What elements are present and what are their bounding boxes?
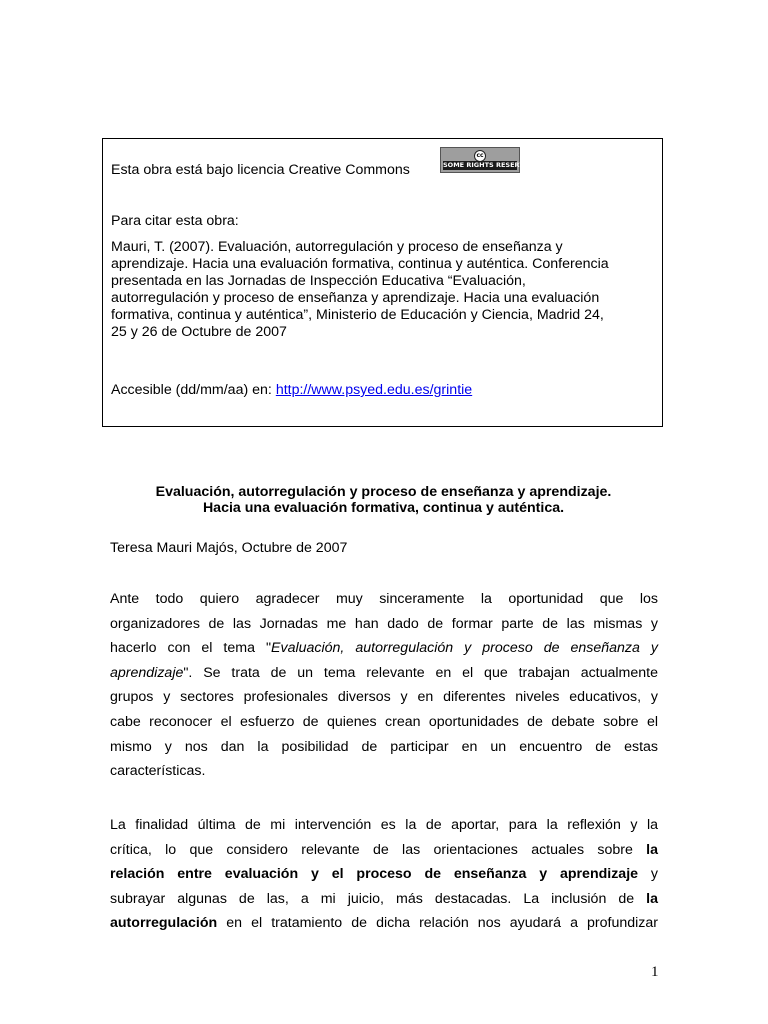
license-statement xyxy=(111,162,654,179)
document-title-line-1: Evaluación, autorregulación y proceso de enseñanza y aprendizaje. xyxy=(155,484,612,500)
text-run: crítica, lo que considero relevante de las orientaciones actuales sobre xyxy=(110,841,647,858)
text-run: y xyxy=(638,866,658,883)
text-run: ". Se trata de un tema relevante en el que trabajan actualmente xyxy=(183,664,658,681)
paragraph-line: organizadores de las Jornadas me han dado de formar parte de las mismas y xyxy=(110,615,658,632)
citation-line: presentada en las Jornadas de Inspección Educativa “Evaluación, xyxy=(111,273,526,289)
access-label: Accesible (dd/mm/aa) en: xyxy=(111,382,276,398)
access-line xyxy=(111,382,654,399)
paragraph-line: Ante todo quiero agradecer muy sinceramente la oportunidad que los xyxy=(110,591,658,607)
paragraph-line xyxy=(110,887,658,912)
paragraph-line xyxy=(110,862,658,887)
citation-line: aprendizaje. Hacia una evaluación formativa, continua y auténtica. Conferencia xyxy=(111,256,609,272)
author-date-line: Teresa Mauri Majós, Octubre de 2007 xyxy=(110,540,348,556)
paragraph-line xyxy=(110,636,658,661)
italic-topic-text: Evaluación, autorregulación y proceso de enseñanza y xyxy=(271,640,658,657)
paragraph-line: características. xyxy=(110,763,206,780)
cite-heading: Para citar esta obra: xyxy=(111,213,239,229)
bold-text: autorregulación xyxy=(110,915,218,932)
text-run: en el tratamiento de dicha relación nos ayudará a profundizar xyxy=(217,915,658,932)
bold-text: la xyxy=(646,890,658,907)
paragraph-line xyxy=(110,661,658,686)
paragraph-line: mismo y nos dan la posibilidad de participar en un encuentro de estas xyxy=(110,738,658,755)
paragraph-line xyxy=(110,911,658,936)
citation-line: formativa, continua y auténtica”, Ministerio de Educación y Ciencia, Madrid 24, xyxy=(111,307,604,323)
license-statement-text: Esta obra está bajo licencia Creative Commons xyxy=(111,162,410,178)
access-url-link[interactable]: http://www.psyed.edu.es/grintie xyxy=(275,382,473,398)
cc-badge-label: SOME RIGHTS RESERVED xyxy=(443,161,535,169)
paragraph-line: grupos y sectores profesionales diversos y en diferentes niveles educativos, y xyxy=(110,689,658,706)
creative-commons-badge[interactable] xyxy=(440,147,535,173)
text-run: subrayar algunas de las, a mi juicio, más destacadas. La inclusión de xyxy=(110,890,647,907)
bold-text: relación entre evaluación y el proceso de enseñanza y aprendizaje xyxy=(110,866,639,883)
citation-line: 25 y 26 de Octubre de 2007 xyxy=(111,324,287,340)
paragraph-line xyxy=(110,838,658,863)
text-run: hacerlo con el tema " xyxy=(110,640,272,657)
document-title-line-2: Hacia una evaluación formativa, continua y auténtica. xyxy=(202,500,565,516)
paragraph-line: cabe reconocer el esfuerzo de quienes crean oportunidades de debate sobre el xyxy=(110,713,658,730)
bold-text: la xyxy=(646,841,658,858)
page-number: 1 xyxy=(651,964,659,980)
paragraph-intro xyxy=(110,587,658,784)
paragraph-purpose xyxy=(110,813,658,936)
citation-line: Mauri, T. (2007). Evaluación, autorregulación y proceso de enseñanza y xyxy=(111,239,563,255)
citation-line: autorregulación y proceso de enseñanza y aprendizaje. Hacia una evaluación xyxy=(111,290,600,306)
italic-topic-text: aprendizaje xyxy=(110,664,184,681)
license-box xyxy=(102,138,663,427)
cc-logo-icon: cc xyxy=(474,150,486,162)
paragraph-line: La finalidad última de mi intervención es la de aportar, para la reflexión y la xyxy=(110,817,658,833)
